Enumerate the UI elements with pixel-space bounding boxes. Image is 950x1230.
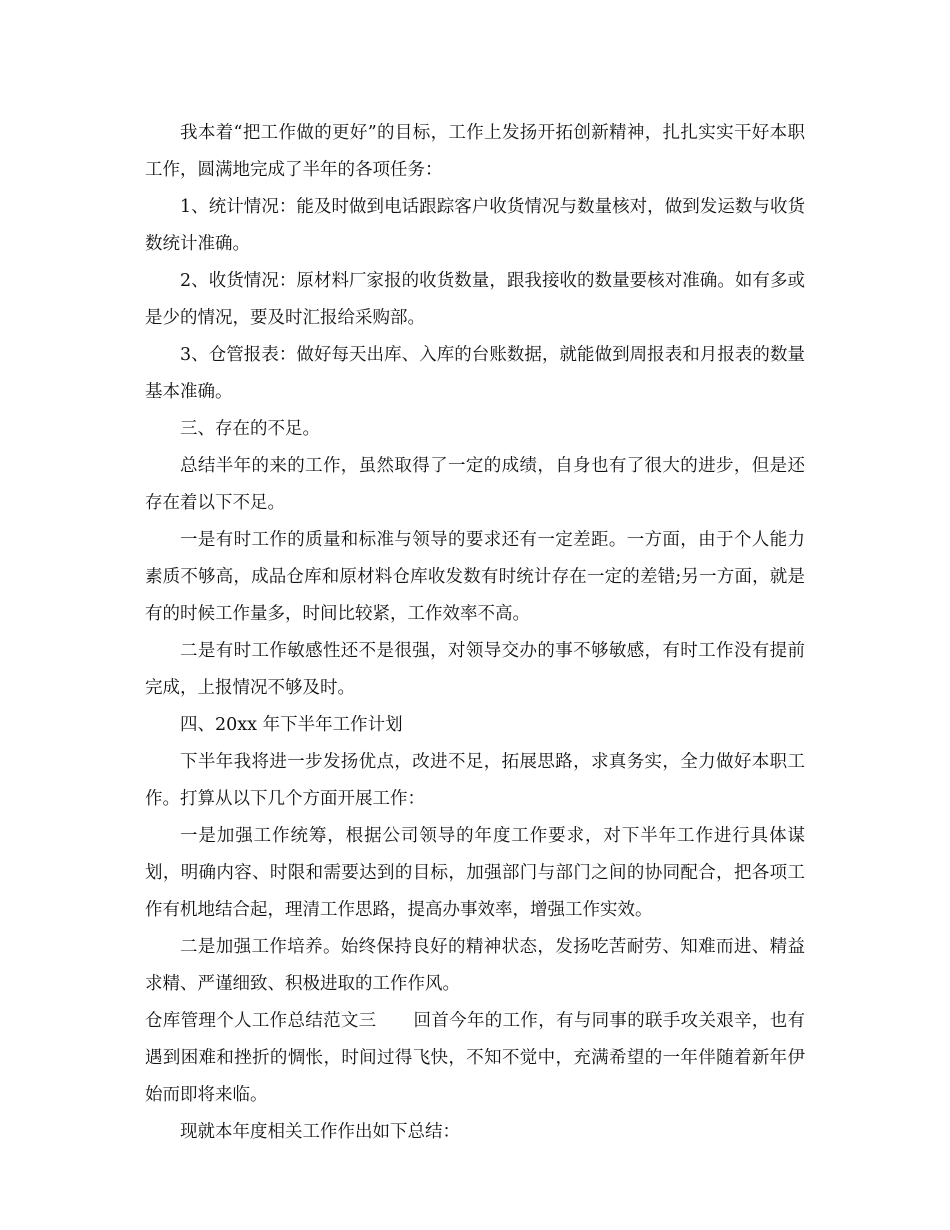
section-heading-shortcomings: 三、存在的不足。 <box>180 419 320 439</box>
section-heading-plan: 四、20xx 年下半年工作计划 <box>180 715 403 735</box>
section-three-title: 仓库管理个人工作总结范文三 <box>145 1011 377 1031</box>
document-body <box>145 115 805 1151</box>
paragraph-section-three <box>145 1003 805 1114</box>
paragraph-shortcoming-1: 一是有时工作的质量和标准与领导的要求还有一定差距。一方面，由于个人能力素质不够高，成品仓库和原材料仓库收发数有时统计存在一定的差错;另一方面，就是有的时候工作量多，时间比较紧，工作效率不高。 <box>145 530 805 624</box>
paragraph-shortcoming-2: 二是有时工作敏感性还不是很强，对领导交办的事不够敏感，有时工作没有提前完成，上报情况不够及时。 <box>145 641 805 698</box>
paragraph-shortcomings-intro: 总结半年的来的工作，虽然取得了一定的成绩，自身也有了很大的进步，但是还存在着以下不足。 <box>145 456 805 513</box>
paragraph-item-1: 1、统计情况：能及时做到电话跟踪客户收货情况与数量核对，做到发运数与收货数统计准确。 <box>145 197 805 254</box>
paragraph-closing: 现就本年度相关工作作出如下总结： <box>180 1122 460 1142</box>
paragraph-plan-intro: 下半年我将进一步发扬优点，改进不足，拓展思路，求真务实，全力做好本职工作。打算从以下几个方面开展工作： <box>145 752 805 809</box>
paragraph-plan-1: 一是加强工作统筹，根据公司领导的年度工作要求，对下半年工作进行具体谋划，明确内容、时限和需要达到的目标，加强部门与部门之间的协同配合，把各项工作有机地结合起，理清工作思路，提高办事效率，增强工作实效。 <box>145 826 805 920</box>
paragraph-item-2: 2、收货情况：原材料厂家报的收货数量，跟我接收的数量要核对准确。如有多或是少的情况，要及时汇报给采购部。 <box>145 271 805 328</box>
paragraph-item-3: 3、仓管报表：做好每天出库、入库的台账数据，就能做到周报表和月报表的数量基本准确。 <box>145 345 805 402</box>
paragraph-intro: 我本着“把工作做的更好”的目标，工作上发扬开拓创新精神，扎扎实实干好本职工作，圆满地完成了半年的各项任务： <box>145 123 805 180</box>
paragraph-plan-2: 二是加强工作培养。始终保持良好的精神状态，发扬吃苦耐劳、知难而进、精益求精、严谨细致、积极进取的工作作风。 <box>145 937 805 994</box>
section-three-body: 回首今年的工作，有与同事的联手攻关艰辛，也有遇到困难和挫折的惆怅，时间过得飞快，不知不觉中，充满希望的一年伴随着新年伊始而即将来临。 <box>145 1011 806 1105</box>
